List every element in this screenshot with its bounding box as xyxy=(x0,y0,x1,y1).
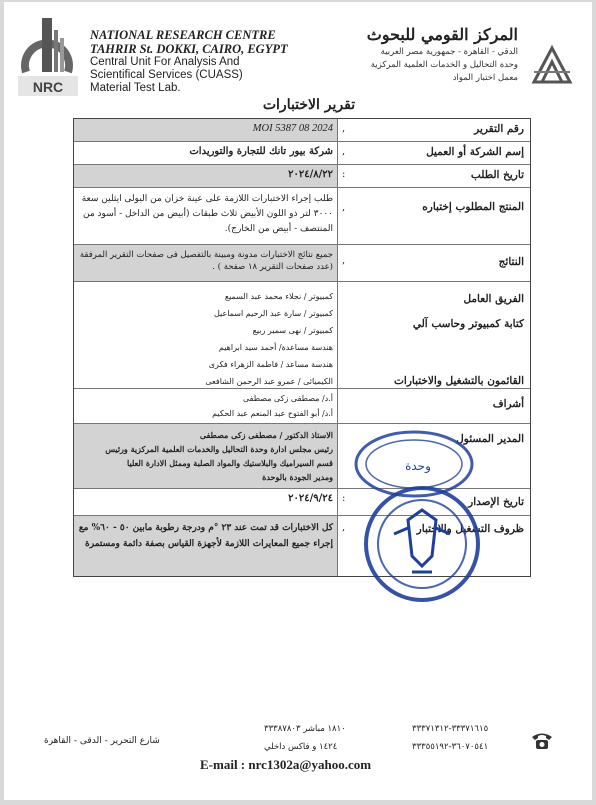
results-value: جميع نتائج الاختبارات مدونة ومبينة بالتفصيل فى صفحات التقرير المرفقة (عدد صفحات التقرير ١٨ صفحة ) . xyxy=(74,245,338,281)
team-values xyxy=(74,282,338,388)
supervisor-2: أ.د/ أبو الفتوح عبد المنعم عبد الحكيم xyxy=(212,409,333,418)
svg-text:NRC: NRC xyxy=(32,79,64,95)
team-member-6: الكيميائى / عمرو عبد الرحمن الشافعى xyxy=(205,377,333,386)
supervisor-1: أ.د/ مصطفى زكى مصطفى xyxy=(243,394,333,403)
official-stamp xyxy=(348,424,488,604)
footer-address: شارع التحرير - الدقى - القاهرة xyxy=(44,736,160,746)
report-no-value: MOI 5387 08 2024 xyxy=(74,119,338,141)
supervision-values xyxy=(74,389,338,423)
ar-line-3: معمل اختبار المواد xyxy=(452,73,518,83)
header-english xyxy=(90,28,320,95)
team-member-5: هندسة مساعد / فاطمة الزهراء فكرى xyxy=(208,360,333,369)
manager-name: الاستاذ الدكتور / مصطفى زكى مصطفى xyxy=(199,430,333,440)
ar-line-1: الدقي - القاهرة - جمهورية مصر العربية xyxy=(380,47,518,57)
header-arabic xyxy=(308,24,518,85)
footer-email: E-mail : nrc1302a@yahoo.com xyxy=(200,757,372,772)
row-product: طلب إجراء الاختبارات اللازمة على عينة خزان من البولى ايثلين سعة ٣٠٠٠ لتر ذو اللون الأبيض ثلاث طبقات (أبيض من الداخل - أسود من المنتصف - أبيض من الخارج). , المنتج المطلوب إختباره xyxy=(74,188,530,245)
row-results: جميع نتائج الاختبارات مدونة ومبينة بالتفصيل فى صفحات التقرير المرفقة (عدد صفحات التقرير ١٨ صفحة ) . , النتائج xyxy=(74,245,530,282)
footer-direct: ١٨١٠ مباشر ٣٣٣٨٧٨٠٣ xyxy=(264,724,346,734)
issue-date-label: تاريخ الإصدار xyxy=(468,496,524,508)
row-issue-date: ٢٠٢٤/٩/٢٤ : تاريخ الإصدار xyxy=(74,489,530,516)
row-team xyxy=(74,282,530,389)
typing-label: كتابة كمبيوتر وحاسب آلي xyxy=(412,318,524,330)
client-value: شركة بيور تانك للتجارة والتوريدات xyxy=(74,142,338,164)
product-value: طلب إجراء الاختبارات اللازمة على عينة خزان من البولى ايثلين سعة ٣٠٠٠ لتر ذو اللون الأبيض ثلاث طبقات (أبيض من الداخل - أسود من المنتصف - أبيض من الخارج). xyxy=(74,188,338,244)
en-line-2: TAHRIR St. DOKKI, CAIRO, EGYPT xyxy=(90,42,288,56)
ar-line-2: وحدة التحاليل و الخدمات العلمية المركزية xyxy=(370,60,518,70)
team-member-1: كمبيوتر / نجلاء محمد عبد السميع xyxy=(224,292,333,301)
ncr-emblem-icon xyxy=(530,42,574,86)
row-request-date: ٢٠٢٤/٨/٢٢ : تاريخ الطلب xyxy=(74,165,530,188)
manager-label: المدير المسئول xyxy=(456,433,524,445)
team-member-3: كمبيوتر / نهى سمير ربيع xyxy=(252,326,333,335)
manager-line-3: قسم السيراميك والبلاستيك والمواد الصلبة وممثل الادارة العليا xyxy=(127,458,333,468)
footer-phones-2: ٣٦٠٧٠٥٤١-٣٣٣٥٥١٩٢ xyxy=(412,742,489,752)
team-member-2: كمبيوتر / سارة عبد الرحيم اسماعيل xyxy=(213,309,333,318)
report-no-label: رقم التقرير xyxy=(474,123,524,135)
footer-ext-fax: ١٤٢٤ و فاكس داخلي xyxy=(264,742,338,752)
supervision-label: أشراف xyxy=(492,398,524,410)
issue-date-value: ٢٠٢٤/٩/٢٤ xyxy=(74,489,338,515)
team-label: الفريق العامل xyxy=(463,293,524,305)
svg-text:وحدة: وحدة xyxy=(405,459,431,473)
conditions-value: كل الاختبارات قد تمت عند ٢٣ °م ودرجة رطوبة مابين ٥٠ - ٦٠% مع إجراء جميع المعايرات اللازمة لأجهزة القياس بصفة دائمة ومستمرة xyxy=(74,516,338,576)
row-conditions: كل الاختبارات قد تمت عند ٢٣ °م ودرجة رطوبة مابين ٥٠ - ٦٠% مع إجراء جميع المعايرات اللازمة لأجهزة القياس بصفة دائمة ومستمرة , ظروف التشغيل والاختبار xyxy=(74,516,530,576)
footer xyxy=(44,722,564,782)
manager-line-2: رئيس مجلس ادارة وحدة التحاليل والخدمات العلمية المركزية ورئيس xyxy=(105,444,333,454)
row-supervision xyxy=(74,389,530,424)
report-title: تقرير الاختبارات xyxy=(262,97,356,113)
en-line-4: Scientifical Services (CUASS) xyxy=(90,69,243,81)
request-date-label: تاريخ الطلب xyxy=(470,169,524,181)
row-report-no: MOI 5387 08 2024 , رقم التقرير xyxy=(74,119,530,142)
telephone-icon xyxy=(530,728,554,752)
row-client: شركة بيور تانك للتجارة والتوريدات , إسم الشركة أو العميل xyxy=(74,142,530,165)
en-line-5: Material Test Lab. xyxy=(90,82,181,94)
en-line-3: Central Unit For Analysis And xyxy=(90,56,240,68)
client-label: إسم الشركة أو العميل xyxy=(426,146,524,158)
document-page xyxy=(4,2,592,800)
nrc-logo xyxy=(18,10,78,98)
conditions-label: ظروف التشغيل والاختبار xyxy=(416,523,524,535)
team-labels xyxy=(346,282,530,388)
footer-phones-1: ٣٣٣٧١٦١٥-٣٣٣٧١٣١٢ xyxy=(412,724,489,734)
results-label: النتائج xyxy=(498,256,524,268)
operators-label: القائمون بالتشغيل والاختبارات xyxy=(394,375,524,387)
en-line-1: NATIONAL RESEARCH CENTRE xyxy=(90,28,276,42)
manager-values xyxy=(74,424,338,488)
team-member-4: هندسة مساعدة/ أحمد سيد ابراهيم xyxy=(218,343,333,352)
request-date-value: ٢٠٢٤/٨/٢٢ xyxy=(74,165,338,187)
manager-line-4: ومدير الجودة بالوحدة xyxy=(262,472,333,482)
ar-title: المركز القومي للبحوث xyxy=(366,25,518,44)
product-label: المنتج المطلوب إختباره xyxy=(422,201,524,213)
